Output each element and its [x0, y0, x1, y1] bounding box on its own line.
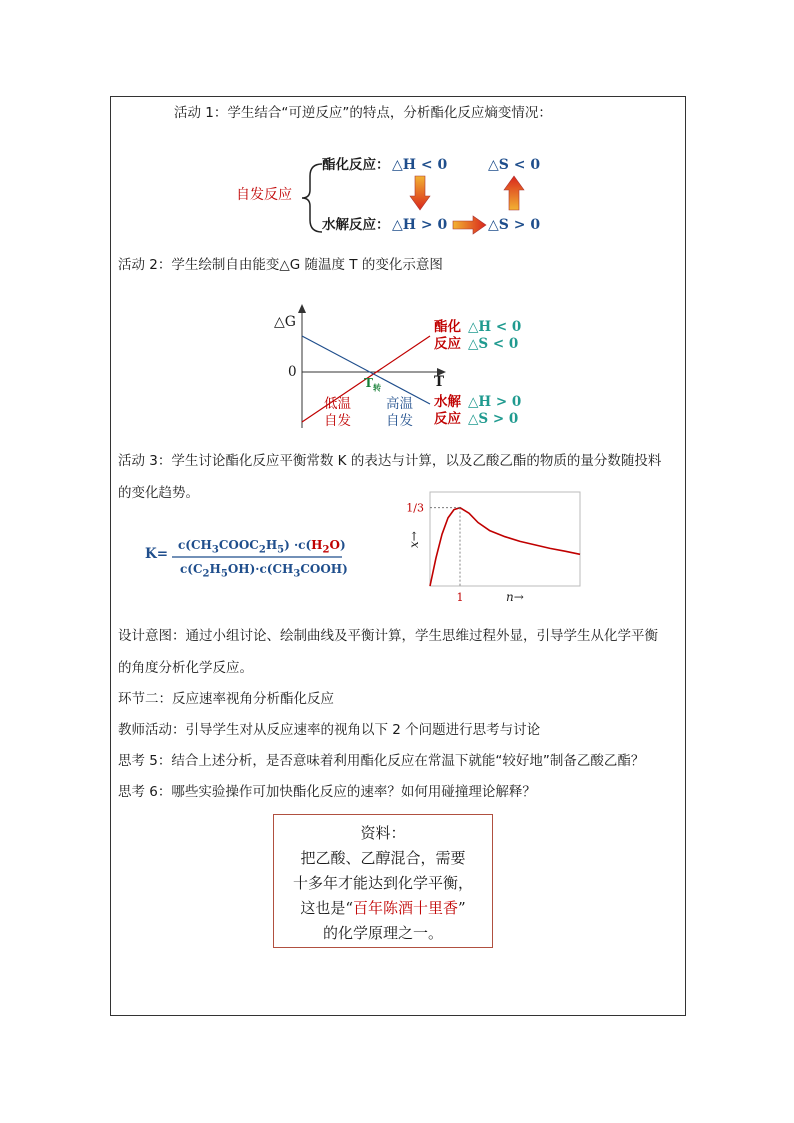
hydro-dS: △S > 0 [468, 411, 519, 427]
note-line1: 把乙酸、乙醇混合，需要 [300, 849, 466, 867]
t-turn-subscript: 转 [372, 382, 381, 393]
ester-dS: △S < 0 [468, 336, 519, 352]
section2-heading: 环节二：反应速率视角分析酯化反应 [118, 691, 334, 707]
activity1-text: 活动 1：学生结合“可逆反应”的特点，分析酯化反应熵变情况： [174, 105, 552, 121]
esterification-dS: △S < 0 [488, 157, 541, 173]
reference-note-box [273, 814, 493, 948]
design-line1: 设计意图：通过小组讨论、绘制曲线及平衡计算，学生思维过程外显，引导学生从化学平衡 [118, 628, 658, 644]
low-temp-2: 自发 [324, 413, 351, 429]
dg-x-label: T [434, 374, 445, 390]
hydro-dH: △H > 0 [468, 394, 522, 410]
t-turn-label: $T_转$ [364, 376, 381, 393]
hydrolysis-dS: △S > 0 [488, 217, 541, 233]
note-line3: 这也是“百年陈酒十里香” [300, 899, 466, 917]
hydrolysis-label: 水解反应： [322, 217, 390, 233]
peak-y-tick-label: 1/3 [406, 501, 424, 515]
dg-origin-label: 0 [288, 364, 297, 380]
fraction-bar [172, 556, 344, 558]
teacher-activity: 教师活动：引导学生对从反应速率的视角以下 2 个问题进行思考与讨论 [118, 722, 541, 738]
think5-text: 思考 5：结合上述分析，是否意味着利用酯化反应在常温下就能“较好地”制备乙酸乙酯？ [118, 753, 645, 769]
dg-y-label: △G [274, 314, 296, 330]
mole-fraction-chart [396, 490, 596, 610]
down-arrow-icon [410, 176, 430, 212]
formula-numerator: $c(CH_3COOC_2H_5) \cdot c(H_2O)$ [178, 538, 346, 556]
right-arrow-icon [453, 216, 487, 234]
ester-label-2: 反应 [434, 336, 461, 352]
hydrolysis-dH: △H > 0 [392, 217, 448, 233]
hydro-label-1: 水解 [434, 394, 461, 410]
x-axis-label: n→ [506, 590, 524, 604]
high-temp-1: 高温 [386, 396, 413, 412]
note-title: 资料： [360, 824, 406, 842]
chart-plot-frame [430, 492, 580, 586]
y-axis-label: x→ [407, 531, 421, 548]
activity2-text: 活动 2：学生绘制自由能变△G 随温度 T 的变化示意图 [118, 257, 443, 273]
hydro-label-2: 反应 [434, 411, 461, 427]
note-highlight: 百年陈酒十里香 [352, 899, 458, 917]
dg-y-arrow [298, 304, 306, 313]
formula-lhs: K= [145, 546, 169, 562]
design-line2: 的角度分析化学反应。 [118, 660, 253, 676]
activity3-line1: 活动 3：学生讨论酯化反应平衡常数 K 的表达与计算，以及乙酸乙酯的物质的量分数随投料 [118, 453, 662, 469]
esterification-label: 酯化反应： [322, 157, 390, 173]
esterification-dH: △H < 0 [392, 157, 448, 173]
note-line4: 的化学原理之一。 [322, 924, 443, 942]
formula-denominator: $c(C_2H_5OH)\cdot c(CH_3COOH)$ [180, 562, 348, 580]
note-line2: 十多年才能达到化学平衡， [292, 874, 473, 892]
low-temp-1: 低温 [324, 396, 351, 412]
high-temp-2: 自发 [386, 413, 413, 429]
up-arrow-icon [504, 176, 524, 212]
peak-x-tick-label: 1 [456, 591, 464, 604]
ester-label-1: 酯化 [434, 319, 461, 335]
ester-dH: △H < 0 [468, 319, 522, 335]
spontaneous-label: 自发反应 [236, 187, 292, 203]
activity3-line2: 的变化趋势。 [118, 485, 199, 501]
think6-text: 思考 6：哪些实验操作可加快酯化反应的速率？如何用碰撞理论解释？ [118, 784, 536, 800]
